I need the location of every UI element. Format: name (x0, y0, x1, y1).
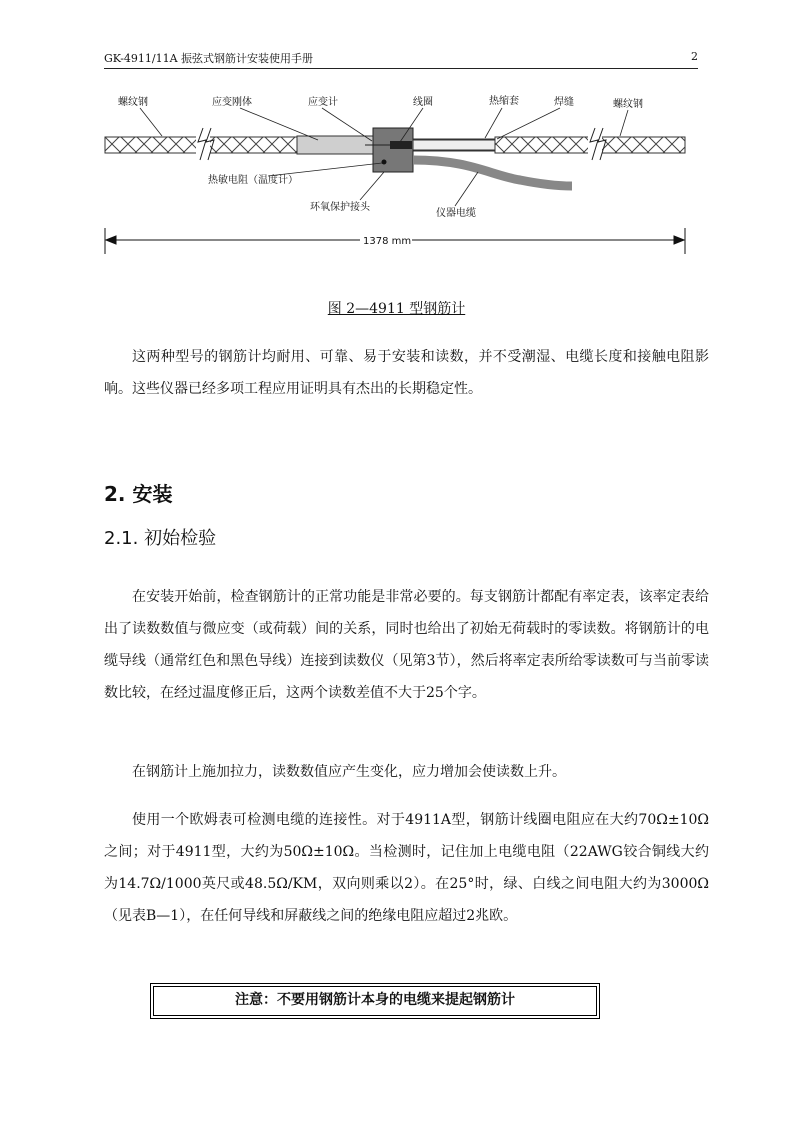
note-text: 注意：不要用钢筋计本身的电缆来提起钢筋计 (153, 986, 597, 1016)
label-heat-shrink: 热缩套 (489, 96, 519, 107)
header-title: GK-4911/11A 振弦式钢筋计安装使用手册 (104, 52, 314, 65)
label-strain-gauge: 应变计 (308, 97, 338, 108)
page-number: 2 (691, 50, 698, 63)
label-epoxy-joint: 环氧保护接头 (310, 202, 370, 213)
instrument-cable (413, 160, 572, 186)
label-thermistor: 热敏电阻（温度计） (208, 175, 298, 186)
label-strain-body: 应变刚体 (212, 97, 252, 108)
thermistor-dot (382, 160, 387, 165)
coil-body (390, 141, 412, 149)
paragraph-tension: 在钢筋计上施加拉力，读数数值应产生变化，应力增加会使读数上升。 (132, 764, 566, 780)
epoxy-joint-block (373, 128, 413, 172)
label-weld: 焊缝 (554, 97, 574, 108)
paragraph-initial-check: 在安装开始前，检查钢筋计的正常功能是非常必要的。每支钢筋计都配有率定表，该率定表给出了读数数值与微应变（或荷载）间的关系，同时也给出了初始无荷载时的零读数。将钢筋计的电缆导线（通常红色和黑色导线）连接到读数仪（见第3节），然后将率定表所给零读数可与当前零读数比较，在经过温度修正后，这两个读数差值不大于25个字。 (104, 589, 709, 701)
subsection-title: 2.1. 初始检验 (104, 528, 217, 549)
intro-paragraph: 这两种型号的钢筋计均耐用、可靠、易于安装和读数，并不受潮湿、电缆长度和接触电阻影响。这些仪器已经多项工程应用证明具有杰出的长期稳定性。 (104, 349, 709, 397)
heat-shrink (413, 140, 495, 150)
label-coil: 线圈 (413, 97, 433, 108)
label-cable: 仪器电缆 (436, 208, 476, 219)
section-title: 2. 安装 (104, 482, 173, 506)
note-box (150, 983, 600, 1019)
rebar-gauge-diagram (0, 0, 793, 320)
figure-caption: 图 2—4911 型钢筋计 (327, 301, 466, 317)
label-length: 1378 mm (363, 236, 412, 247)
paragraph-ohmmeter: 使用一个欧姆表可检测电缆的连接性。对于4911A型，钢筋计线圈电阻应在大约70Ω±10Ω之间；对于4911型，大约为50Ω±10Ω。当检测时，记住加上电缆电阻（22AWG铰合铜线大约为14.7Ω/1000英尺或48.5Ω/KM，双向则乘以2）。在25°时，绿、白线之间电阻大约为3000Ω（见表B—1），在任何导线和屏蔽线之间的绝缘电阻应超过2兆欧。 (104, 812, 709, 924)
label-rebar-left: 螺纹钢 (118, 97, 148, 108)
label-rebar-right: 螺纹钢 (613, 99, 643, 110)
